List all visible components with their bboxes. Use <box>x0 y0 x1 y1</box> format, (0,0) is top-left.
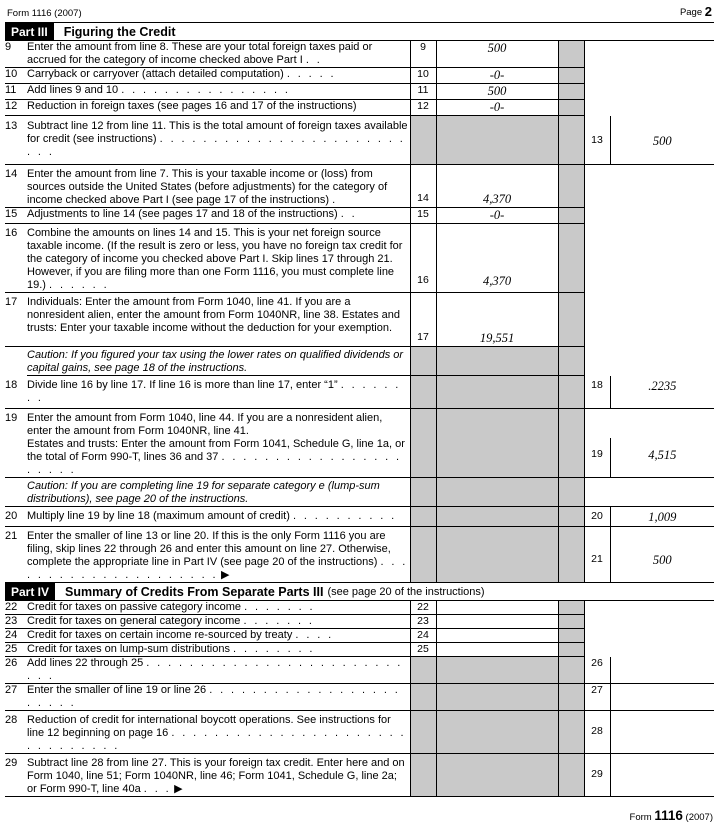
shaded-cell <box>410 684 436 711</box>
empty-cell <box>610 643 714 657</box>
empty-cell <box>610 601 714 615</box>
line-number: 20 <box>5 507 27 527</box>
line-description: Credit for taxes on general category income . . . . . . . <box>27 615 410 629</box>
line-description: Carryback or carryover (attach detailed computation) . . . . . <box>27 68 410 84</box>
part4-banner <box>5 583 714 601</box>
line-number: 23 <box>5 615 27 629</box>
shaded-cell <box>436 711 558 754</box>
shaded-cell <box>558 615 584 629</box>
box-number-16: 16 <box>410 224 436 293</box>
line-description: Subtract line 12 from line 11. This is the total amount of foreign taxes available for credit (see instructions) . . . . . . . . . . . . . . . . . . . . . . . . . . <box>27 116 410 165</box>
field-line-18[interactable]: .2235 <box>610 376 714 409</box>
shaded-cell <box>410 116 436 165</box>
page-footer <box>630 808 713 823</box>
box-number-26: 26 <box>584 657 610 684</box>
shaded-cell <box>558 100 584 116</box>
empty-cell <box>610 84 714 100</box>
shaded-cell <box>410 507 436 527</box>
box-number-13: 13 <box>584 116 610 165</box>
empty-cell <box>584 409 610 439</box>
empty-cell <box>584 100 610 116</box>
line-description: Combine the amounts on lines 14 and 15. This is your net foreign source taxable income. (If the result is zero or less, you have no foreign tax credit for the category of income you checked above Part I. Skip lines 17 through 21. However, if you are filing more than one Form 1116, you must complete line 19.) . . . . . . <box>27 224 410 293</box>
table-row <box>5 643 714 657</box>
box-number-20: 20 <box>584 507 610 527</box>
shaded-cell <box>436 684 558 711</box>
line-description: Credit for taxes on certain income re-sourced by treaty . . . . <box>27 629 410 643</box>
table-row <box>5 100 714 116</box>
shaded-cell <box>558 657 584 684</box>
field-line-15[interactable]: -0- <box>436 208 558 224</box>
footer-form-prefix: Form <box>629 812 652 823</box>
shaded-cell <box>558 224 584 293</box>
box-number-14: 14 <box>410 165 436 208</box>
empty-cell <box>610 68 714 84</box>
empty-cell <box>610 224 714 293</box>
part4-title: Summary of Credits From Separate Parts III (see page 20 of the instructions) <box>65 584 485 599</box>
field-line-20[interactable]: 1,009 <box>610 507 714 527</box>
field-line-25[interactable] <box>436 643 558 657</box>
line-description: Reduction of credit for international boycott operations. See instructions for line 12 beginning on page 16 . . . . . . . . . . . . . . . . . . . . . . . . . . . . . . . <box>27 711 410 754</box>
empty-cell <box>584 208 610 224</box>
part3-label: Part III <box>5 23 54 40</box>
box-number-29: 29 <box>584 754 610 797</box>
table-row <box>5 684 714 711</box>
table-row <box>5 347 714 376</box>
empty-cell <box>610 615 714 629</box>
shaded-cell <box>436 409 558 439</box>
page-indicator <box>680 4 712 19</box>
empty-cell <box>584 84 610 100</box>
line-number: 17 <box>5 293 27 347</box>
table-row <box>5 116 714 165</box>
table-row <box>5 208 714 224</box>
part3-banner <box>5 22 714 41</box>
line-description: Individuals: Enter the amount from Form 1040, line 41. If you are a nonresident alien, enter the amount from Form 1040NR, line 38. Estates and trusts: Enter your taxable income without the deduction for your exemption. <box>27 293 410 347</box>
shaded-cell <box>558 376 584 409</box>
line-number: 15 <box>5 208 27 224</box>
line-number: 22 <box>5 601 27 615</box>
shaded-cell <box>558 41 584 68</box>
line-description: Subtract line 28 from line 27. This is your foreign tax credit. Enter here and on Form 1040, line 51; Form 1040NR, line 46; Form 1041, Schedule G, line 2a; or Form 990-T, line 40a . . . ▶ <box>27 754 410 797</box>
empty-cell <box>584 68 610 84</box>
empty-cell <box>610 629 714 643</box>
shaded-cell <box>410 657 436 684</box>
shaded-cell <box>436 116 558 165</box>
line-number: 19 <box>5 412 18 424</box>
field-line-24[interactable] <box>436 629 558 643</box>
part4-table <box>5 601 714 797</box>
empty-cell <box>610 347 714 376</box>
field-line-27[interactable] <box>610 684 714 711</box>
caution-note-19: Caution: If you are completing line 19 for separate category e (lump-sum distributions), see page 20 of the instructions. <box>27 478 410 507</box>
table-row <box>5 409 714 439</box>
shaded-cell <box>558 293 584 347</box>
field-line-28[interactable] <box>610 711 714 754</box>
line-description: Reduction in foreign taxes (see pages 16 and 17 of the instructions) <box>27 100 410 116</box>
line-number: 25 <box>5 643 27 657</box>
table-row <box>5 711 714 754</box>
box-number-27: 27 <box>584 684 610 711</box>
shaded-cell <box>558 711 584 754</box>
line-description: Add lines 9 and 10 . . . . . . . . . . . . . . . . <box>27 84 410 100</box>
line-number: 27 <box>5 684 27 711</box>
table-row <box>5 68 714 84</box>
field-line-22[interactable] <box>436 601 558 615</box>
field-line-26[interactable] <box>610 657 714 684</box>
shaded-cell <box>558 684 584 711</box>
shaded-cell <box>558 478 584 507</box>
empty-cell <box>610 41 714 68</box>
field-line-23[interactable] <box>436 615 558 629</box>
field-line-12[interactable]: -0- <box>436 100 558 116</box>
footer-form-year: (2007) <box>685 812 713 823</box>
empty-cell <box>584 478 610 507</box>
shaded-cell <box>436 527 558 583</box>
box-number-23: 23 <box>410 615 436 629</box>
line-number: 13 <box>5 116 27 165</box>
empty-cell <box>584 347 610 376</box>
table-row <box>5 615 714 629</box>
table-row <box>5 754 714 797</box>
empty-cell <box>584 41 610 68</box>
box-number-10: 10 <box>410 68 436 84</box>
line-number: 18 <box>5 376 27 409</box>
table-row <box>5 376 714 409</box>
shaded-cell <box>436 438 558 478</box>
shaded-cell <box>558 629 584 643</box>
shaded-cell <box>436 347 558 376</box>
box-number-28: 28 <box>584 711 610 754</box>
empty-cell <box>5 347 27 376</box>
box-number-9: 9 <box>410 41 436 68</box>
table-row <box>5 601 714 615</box>
shaded-cell <box>558 643 584 657</box>
empty-cell <box>610 165 714 208</box>
box-number-24: 24 <box>410 629 436 643</box>
shaded-cell <box>436 657 558 684</box>
field-line-10[interactable]: -0- <box>436 68 558 84</box>
box-number-21: 21 <box>584 527 610 583</box>
box-number-19: 19 <box>584 438 610 478</box>
line-description: Credit for taxes on passive category income . . . . . . . <box>27 601 410 615</box>
arrow-icon: ▶ <box>174 783 183 795</box>
line-number: 12 <box>5 100 27 116</box>
line-number: 16 <box>5 224 27 293</box>
line-description: Enter the amount from line 7. This is your taxable income or (loss) from sources outside the United States (before adjustments) for the category of income checked above Part I (see page 17 of the instructions) . <box>27 165 410 208</box>
empty-cell <box>584 224 610 293</box>
shaded-cell <box>410 347 436 376</box>
line-description: Divide line 16 by line 17. If line 16 is more than line 17, enter “1” . . . . . . . . <box>27 376 410 409</box>
line-number: 11 <box>5 84 27 100</box>
page-label: Page <box>679 7 703 18</box>
shaded-cell <box>410 754 436 797</box>
empty-cell <box>584 615 610 629</box>
box-number-17: 17 <box>410 293 436 347</box>
empty-cell <box>5 478 27 507</box>
field-line-29[interactable] <box>610 754 714 797</box>
shaded-cell <box>558 527 584 583</box>
empty-cell <box>610 478 714 507</box>
part3-title: Figuring the Credit <box>63 24 176 39</box>
form-identifier: Form 1116 (2007) <box>7 8 82 19</box>
table-row <box>5 629 714 643</box>
empty-cell <box>584 165 610 208</box>
table-row <box>5 293 714 347</box>
field-line-9[interactable]: 500 <box>436 41 558 68</box>
shaded-cell <box>558 409 584 439</box>
field-line-11[interactable]: 500 <box>436 84 558 100</box>
shaded-cell <box>410 409 436 439</box>
table-row <box>5 478 714 507</box>
empty-cell <box>610 409 714 439</box>
field-line-17[interactable]: 19,551 <box>436 293 558 347</box>
part4-subtitle: (see page 20 of the instructions) <box>327 585 485 598</box>
footer-form-number: 1116 <box>654 808 683 823</box>
box-number-22: 22 <box>410 601 436 615</box>
line-number: 21 <box>5 527 27 583</box>
box-number-12: 12 <box>410 100 436 116</box>
field-line-16[interactable]: 4,370 <box>436 224 558 293</box>
empty-cell <box>584 629 610 643</box>
shaded-cell <box>410 711 436 754</box>
table-row <box>5 165 714 208</box>
box-number-15: 15 <box>410 208 436 224</box>
box-number-11: 11 <box>410 84 436 100</box>
field-line-19[interactable]: 4,515 <box>610 438 714 478</box>
shaded-cell <box>558 165 584 208</box>
shaded-cell <box>558 438 584 478</box>
arrow-icon: ▶ <box>221 569 230 581</box>
page-number: 2 <box>704 4 712 19</box>
table-row <box>5 438 714 478</box>
line-description: Adjustments to line 14 (see pages 17 and 18 of the instructions) . . <box>27 208 410 224</box>
shaded-cell <box>558 507 584 527</box>
empty-cell <box>584 293 610 347</box>
box-number-18: 18 <box>584 376 610 409</box>
field-line-13[interactable]: 500 <box>610 116 714 165</box>
table-row <box>5 527 714 583</box>
line-number: 10 <box>5 68 27 84</box>
shaded-cell <box>558 347 584 376</box>
empty-cell <box>584 601 610 615</box>
line-description-cont: Estates and trusts: Enter the amount from Form 1041, Schedule G, line 1a, or the total of Form 990-T, lines 36 and 37 . . . . . . . . . . . . . . . . . . . . . . <box>27 438 410 478</box>
box-number-25: 25 <box>410 643 436 657</box>
table-row <box>5 657 714 684</box>
line-number: 24 <box>5 629 27 643</box>
shaded-cell <box>410 478 436 507</box>
empty-cell <box>610 208 714 224</box>
empty-cell <box>5 438 27 478</box>
table-row <box>5 41 714 68</box>
shaded-cell <box>558 208 584 224</box>
shaded-cell <box>436 376 558 409</box>
caution-note-17: Caution: If you figured your tax using the lower rates on qualified dividends or capital gains, see page 18 of the instructions. <box>27 347 410 376</box>
line-description: Multiply line 19 by line 18 (maximum amount of credit) . . . . . . . . . . <box>27 507 410 527</box>
table-row <box>5 224 714 293</box>
shaded-cell <box>436 754 558 797</box>
part4-label: Part IV <box>5 583 55 600</box>
table-row <box>5 84 714 100</box>
shaded-cell <box>436 478 558 507</box>
line-number: 28 <box>5 711 27 754</box>
empty-cell <box>584 643 610 657</box>
shaded-cell <box>410 438 436 478</box>
shaded-cell <box>558 68 584 84</box>
shaded-cell <box>410 376 436 409</box>
shaded-cell <box>558 116 584 165</box>
line-description: Enter the amount from line 8. These are your total foreign taxes paid or accrued for the category of income checked above Part I . . <box>27 41 410 68</box>
line-description: Enter the amount from Form 1040, line 44. If you are a nonresident alien, enter the amount from Form 1040NR, line 41. <box>27 412 383 437</box>
shaded-cell <box>558 84 584 100</box>
shaded-cell <box>410 527 436 583</box>
shaded-cell <box>558 754 584 797</box>
line-description: Add lines 22 through 25 . . . . . . . . . . . . . . . . . . . . . . . . . . . <box>27 657 410 684</box>
table-row <box>5 507 714 527</box>
page-header <box>5 0 714 22</box>
line-description: Enter the smaller of line 13 or line 20. If this is the only Form 1116 you are filing, skip lines 22 through 26 and enter this amount on line 27. Otherwise, complete the appropriate line in Part IV (see page 20 of the instructions) . . . . . . . . . . . . . . . . . . . . . ▶ <box>27 527 410 583</box>
line-number: 29 <box>5 754 27 797</box>
field-line-21[interactable]: 500 <box>610 527 714 583</box>
empty-cell <box>610 293 714 347</box>
shaded-cell <box>436 507 558 527</box>
line-number: 9 <box>5 41 27 68</box>
shaded-cell <box>558 601 584 615</box>
line-description: Enter the smaller of line 19 or line 26 . . . . . . . . . . . . . . . . . . . . . . . <box>27 684 410 711</box>
line-description: Credit for taxes on lump-sum distributions . . . . . . . . <box>27 643 410 657</box>
line-number: 14 <box>5 165 27 208</box>
part3-table <box>5 41 714 583</box>
field-line-14[interactable]: 4,370 <box>436 165 558 208</box>
line-number: 26 <box>5 657 27 684</box>
empty-cell <box>610 100 714 116</box>
